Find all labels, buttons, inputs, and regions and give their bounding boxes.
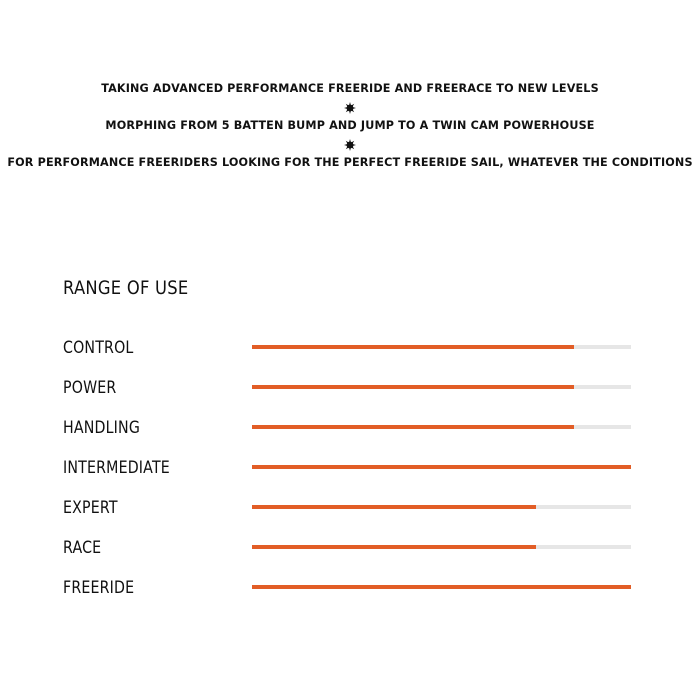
range-track (252, 545, 631, 549)
starburst-icon (344, 139, 356, 151)
range-track (252, 505, 631, 509)
section-title: RANGE OF USE (63, 277, 189, 299)
range-fill (252, 585, 631, 589)
range-track (252, 345, 631, 349)
range-row-intermediate (0, 456, 700, 480)
range-label: FREERIDE (63, 578, 135, 597)
range-row-control (0, 336, 700, 360)
tagline: TAKING ADVANCED PERFORMANCE FREERIDE AND FREERACE TO NEW LEVELS (101, 82, 599, 95)
range-row-expert (0, 496, 700, 520)
tagline-block (0, 82, 700, 170)
range-track (252, 465, 631, 469)
range-fill (252, 505, 536, 509)
range-fill (252, 545, 536, 549)
range-label: CONTROL (63, 338, 134, 357)
range-track (252, 385, 631, 389)
range-label: INTERMEDIATE (63, 458, 170, 477)
range-fill (252, 465, 631, 469)
range-row-power (0, 376, 700, 400)
separator (0, 96, 700, 119)
range-row-race (0, 536, 700, 560)
range-label: RACE (63, 538, 102, 557)
tagline: MORPHING FROM 5 BATTEN BUMP AND JUMP TO A TWIN CAM POWERHOUSE (105, 119, 595, 132)
range-track (252, 585, 631, 589)
range-row-freeride (0, 576, 700, 600)
range-fill (252, 425, 574, 429)
separator (0, 133, 700, 156)
range-fill (252, 345, 574, 349)
range-row-handling (0, 416, 700, 440)
range-label: EXPERT (63, 498, 118, 517)
starburst-icon (344, 102, 356, 114)
range-label: HANDLING (63, 418, 140, 437)
range-label: POWER (63, 378, 117, 397)
range-track (252, 425, 631, 429)
range-fill (252, 385, 574, 389)
tagline: FOR PERFORMANCE FREERIDERS LOOKING FOR THE PERFECT FREERIDE SAIL, WHATEVER THE CONDITIONS (7, 156, 693, 169)
